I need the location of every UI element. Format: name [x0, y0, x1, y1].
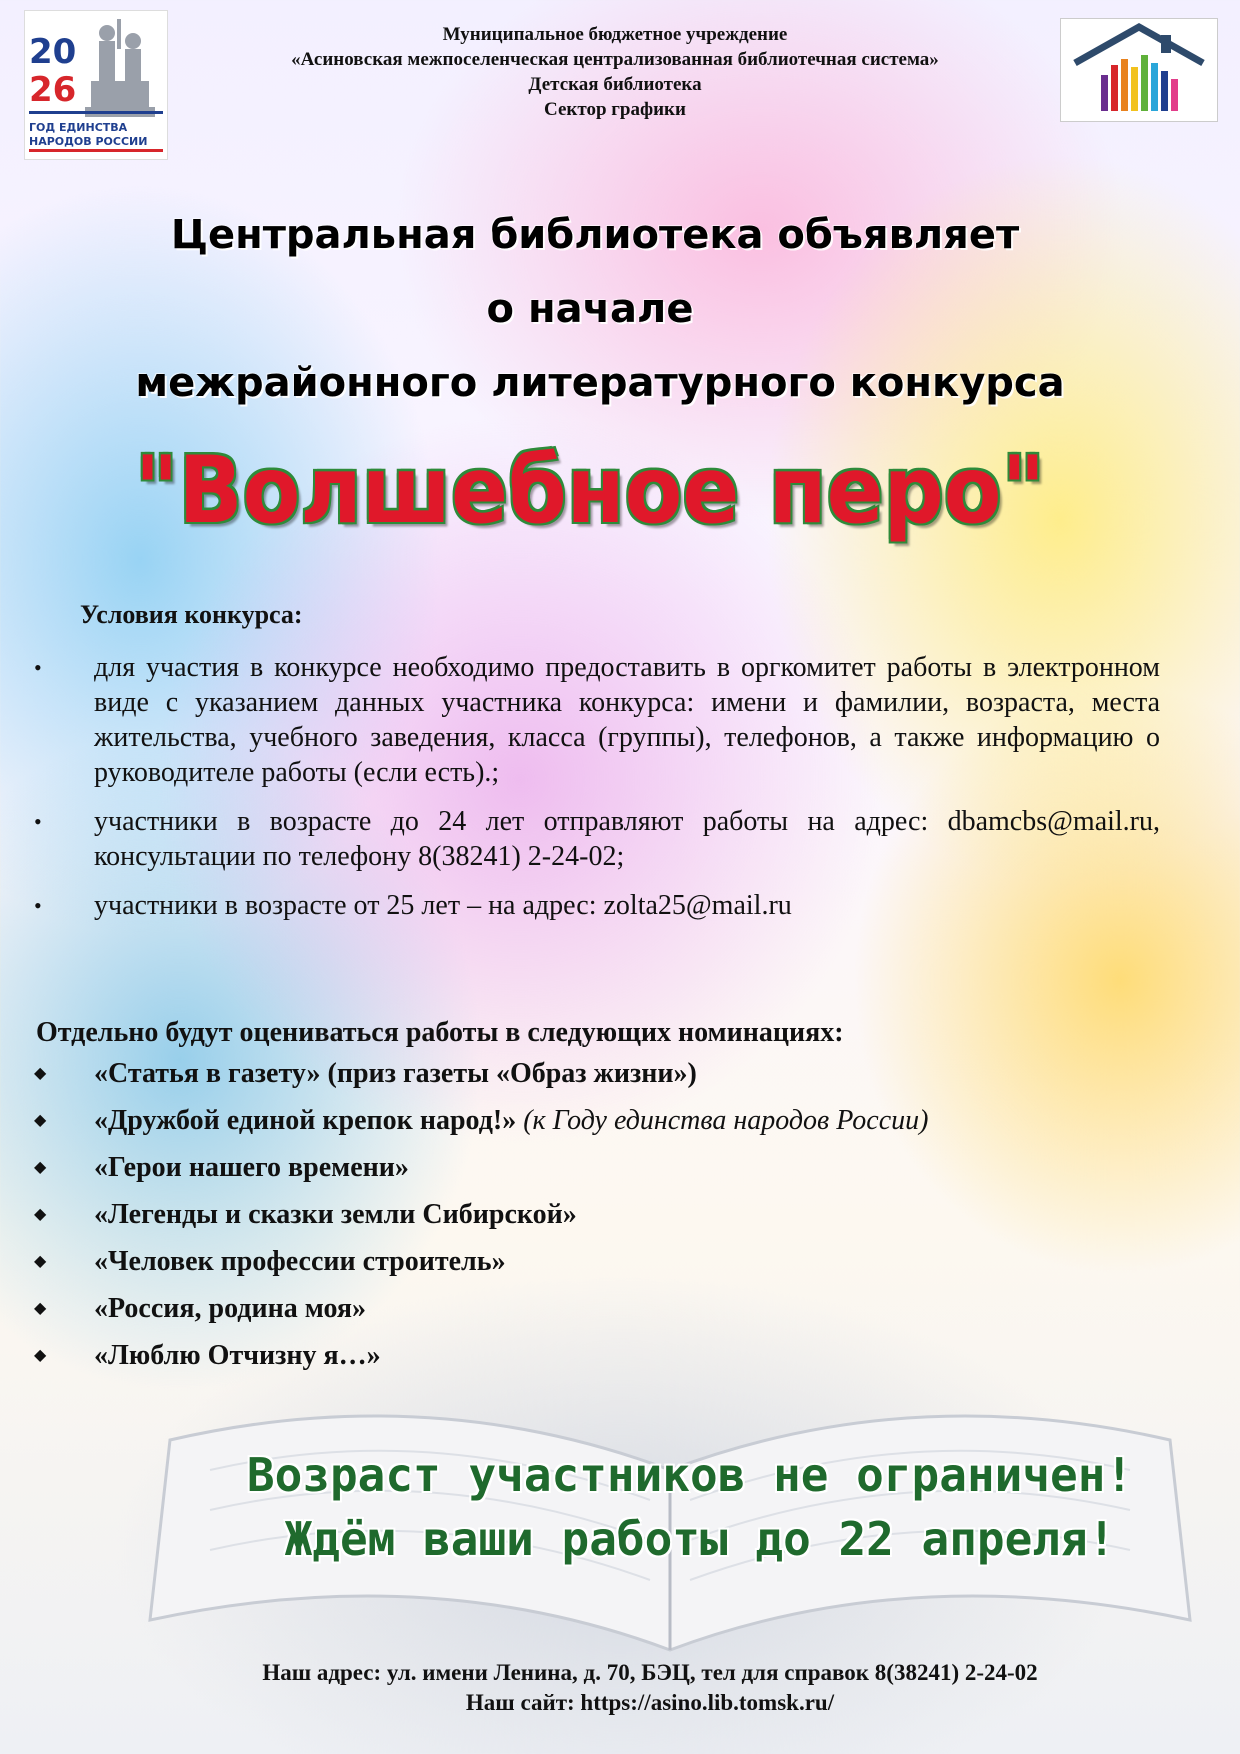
conditions-list: [30, 650, 1160, 937]
condition-text: для участия в конкурсе необходимо предоставить в оргкомитет работы в электронном виде с указанием данных участника конкурса: имени и фамилии, возраста, места жительства, учебного заведения, класса (группы), телефонов, а также информацию о руководителе работы (если есть).;: [94, 652, 1160, 788]
org-line: Детская библиотека: [528, 74, 702, 95]
diamond-bullet-icon: ◆: [34, 1159, 47, 1176]
announcement-line-1: Центральная библиотека объявляет: [170, 212, 1020, 258]
open-book-illustration: [130, 1360, 1210, 1660]
logo-year-top: 20: [29, 32, 77, 72]
org-line: «Асиновская межпоселенческая централизованная библиотечная система»: [291, 49, 939, 70]
monument-icon: [85, 19, 155, 117]
nomination-note: (к Году единства народов России): [516, 1105, 929, 1136]
nominations-heading: Отдельно будут оцениваться работы в следующих номинациях:: [36, 1017, 844, 1048]
organization-header: [180, 22, 1050, 122]
condition-item: [30, 650, 1160, 790]
nomination-item: [30, 1332, 928, 1379]
diamond-bullet-icon: ◆: [34, 1206, 47, 1223]
announcement-line-2: о начале: [486, 286, 694, 332]
year-of-unity-logo: [24, 10, 168, 160]
library-books-house-icon: [1061, 19, 1217, 121]
org-line: Муниципальное бюджетное учреждение: [442, 24, 788, 45]
bullet-icon: •: [34, 809, 42, 834]
nomination-title: «Легенды и сказки земли Сибирской»: [94, 1199, 577, 1230]
nomination-title: «Россия, родина моя»: [94, 1293, 367, 1324]
diamond-bullet-icon: ◆: [34, 1112, 47, 1129]
condition-text: участники в возрасте до 24 лет отправляют работы на адрес: dbamcbs@mail.ru, консультации по телефону 8(38241) 2-24-02;: [94, 806, 1160, 872]
announcement-line-3: межрайонного литературного конкурса: [135, 360, 1065, 406]
conditions-heading: Условия конкурса:: [80, 600, 303, 629]
nomination-title: «Статья в газету» (приз газеты «Образ жизни»): [94, 1058, 697, 1089]
nomination-item: [30, 1285, 928, 1332]
library-logo: [1060, 18, 1218, 122]
nomination-item: [30, 1238, 928, 1285]
nomination-title: «Человек профессии строитель»: [94, 1246, 506, 1277]
condition-item: [30, 888, 1160, 923]
nomination-title: «Дружбой единой крепок народ!»: [94, 1105, 517, 1136]
slogan-age: Возраст участников не ограничен!: [246, 1448, 1134, 1502]
nomination-item: [30, 1144, 928, 1191]
logo-caption-line1: ГОД ЕДИНСТВА: [29, 121, 128, 134]
logo-year-bottom: 26: [29, 70, 77, 110]
diamond-bullet-icon: ◆: [34, 1065, 47, 1082]
nomination-item: [30, 1050, 928, 1097]
org-line: Сектор графики: [544, 99, 686, 120]
nomination-title: «Герои нашего времени»: [94, 1152, 409, 1183]
condition-item: [30, 804, 1160, 874]
footer-site: Наш сайт: https://asino.lib.tomsk.ru/: [465, 1690, 835, 1715]
diamond-bullet-icon: ◆: [34, 1253, 47, 1270]
nomination-title: «Люблю Отчизну я…»: [94, 1340, 381, 1371]
footer: [0, 1658, 1240, 1718]
bullet-icon: •: [34, 655, 42, 680]
announcement-heading: [0, 198, 1240, 420]
contest-title: "Волшебное перо": [134, 436, 1046, 544]
condition-text: участники в возрасте от 25 лет – на адрес: zolta25@mail.ru: [94, 890, 792, 921]
logo-caption-line2: НАРОДОВ РОССИИ: [29, 135, 148, 148]
nominations-list: [30, 1050, 928, 1379]
diamond-bullet-icon: ◆: [34, 1300, 47, 1317]
nomination-item: [30, 1191, 928, 1238]
diamond-bullet-icon: ◆: [34, 1347, 47, 1364]
footer-address: Наш адрес: ул. имени Ленина, д. 70, БЭЦ, тел для справок 8(38241) 2-24-02: [262, 1660, 1038, 1685]
bullet-icon: •: [34, 893, 42, 918]
slogan-deadline: Ждём ваши работы до 22 апреля!: [284, 1512, 1116, 1566]
nomination-item: [30, 1097, 928, 1144]
